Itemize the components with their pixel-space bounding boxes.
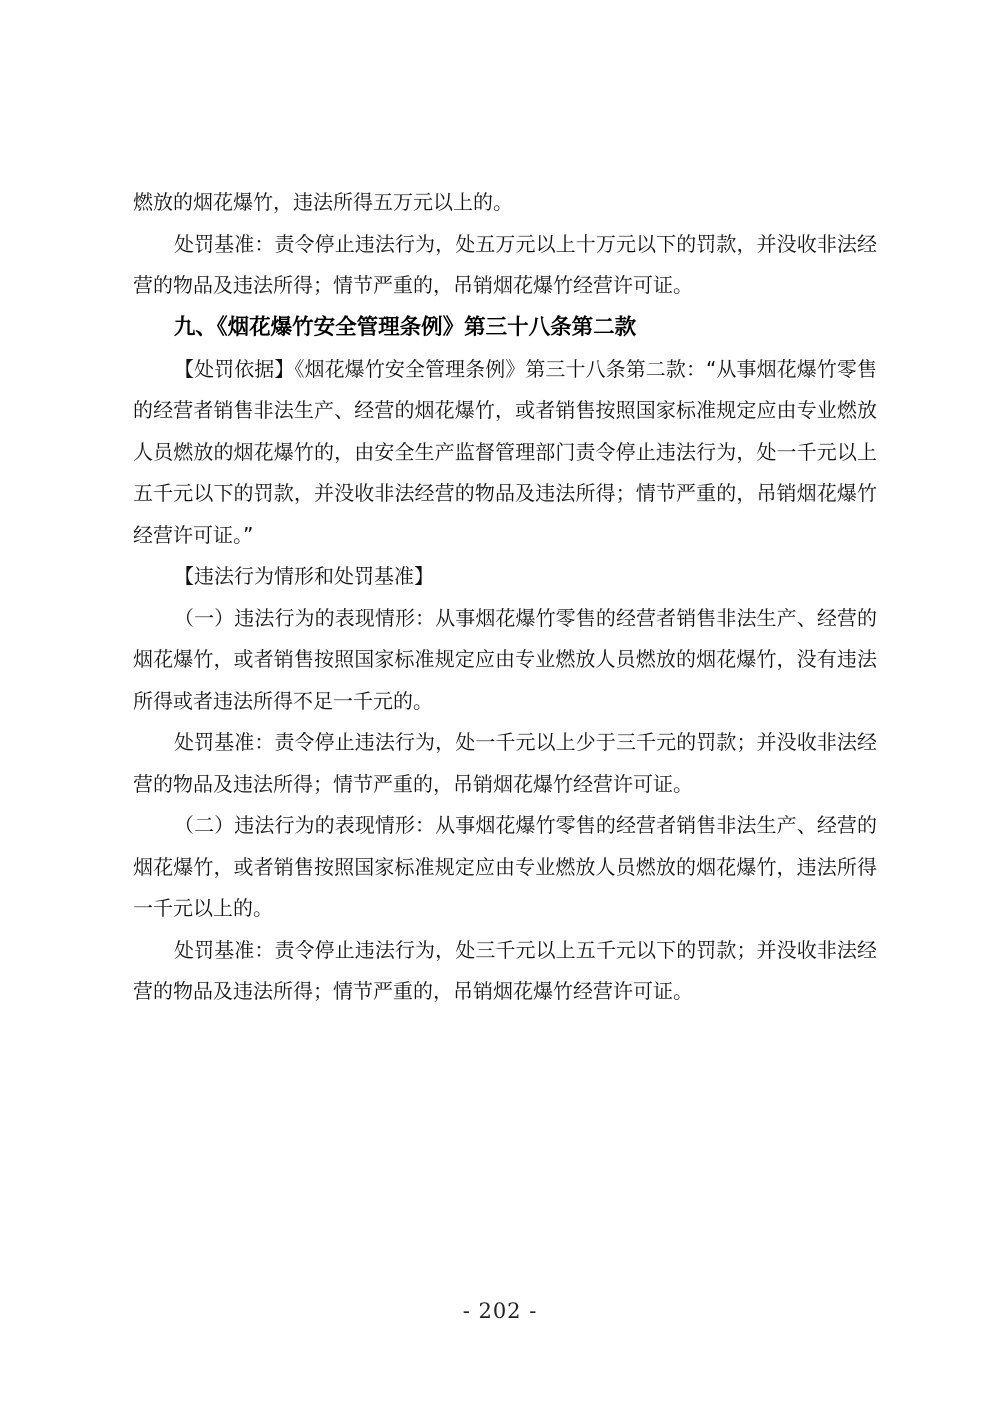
continued-paragraph: 燃放的烟花爆竹，违法所得五万元以上的。 (133, 190, 513, 214)
case-2-standard: 处罚基准：责令停止违法行为，处三千元以上五千元以下的罚款；并没收非法经营的物品及违法所得；情节严重的，吊销烟花爆竹经营许可证。 (133, 937, 877, 1003)
section-title: 【违法行为情形和处罚基准】 (174, 564, 434, 588)
page-number: - 202 - (462, 1299, 538, 1323)
case-1-standard: 处罚基准：责令停止违法行为，处一千元以上少于三千元的罚款；并没收非法经营的物品及违法所得；情节严重的，吊销烟花爆竹经营许可证。 (133, 730, 877, 796)
case-2-situation: （二）违法行为的表现情形：从事烟花爆竹零售的经营者销售非法生产、经营的烟花爆竹，或者销售按照国家标准规定应由专业燃放人员燃放的烟花爆竹，违法所得一千元以上的。 (133, 813, 877, 920)
document-body (133, 182, 877, 1013)
case-1-situation: （一）违法行为的表现情形：从事烟花爆竹零售的经营者销售非法生产、经营的烟花爆竹，或者销售按照国家标准规定应由专业燃放人员燃放的烟花爆竹，没有违法所得或者违法所得不足一千元的。 (133, 605, 877, 713)
article-heading: 九、《烟花爆竹安全管理条例》第三十八条第二款 (173, 314, 637, 340)
penalty-basis-paragraph: 【处罚依据】《烟花爆竹安全管理条例》第三十八条第二款：“从事烟花爆竹零售的经营者销售非法生产、经营的烟花爆竹，或者销售按照国家标准规定应由专业燃放人员燃放的烟花爆竹的，由安全生产监督管理部门责令停止违法行为，处一千元以上五千元以下的罚款，并没收非法经营的物品及违法所得；情节严重的，吊销烟花爆竹经营许可证。” (133, 356, 877, 547)
penalty-standard-prior: 处罚基准：责令停止违法行为，处五万元以上十万元以下的罚款，并没收非法经营的物品及违法所得；情节严重的，吊销烟花爆竹经营许可证。 (133, 231, 877, 297)
